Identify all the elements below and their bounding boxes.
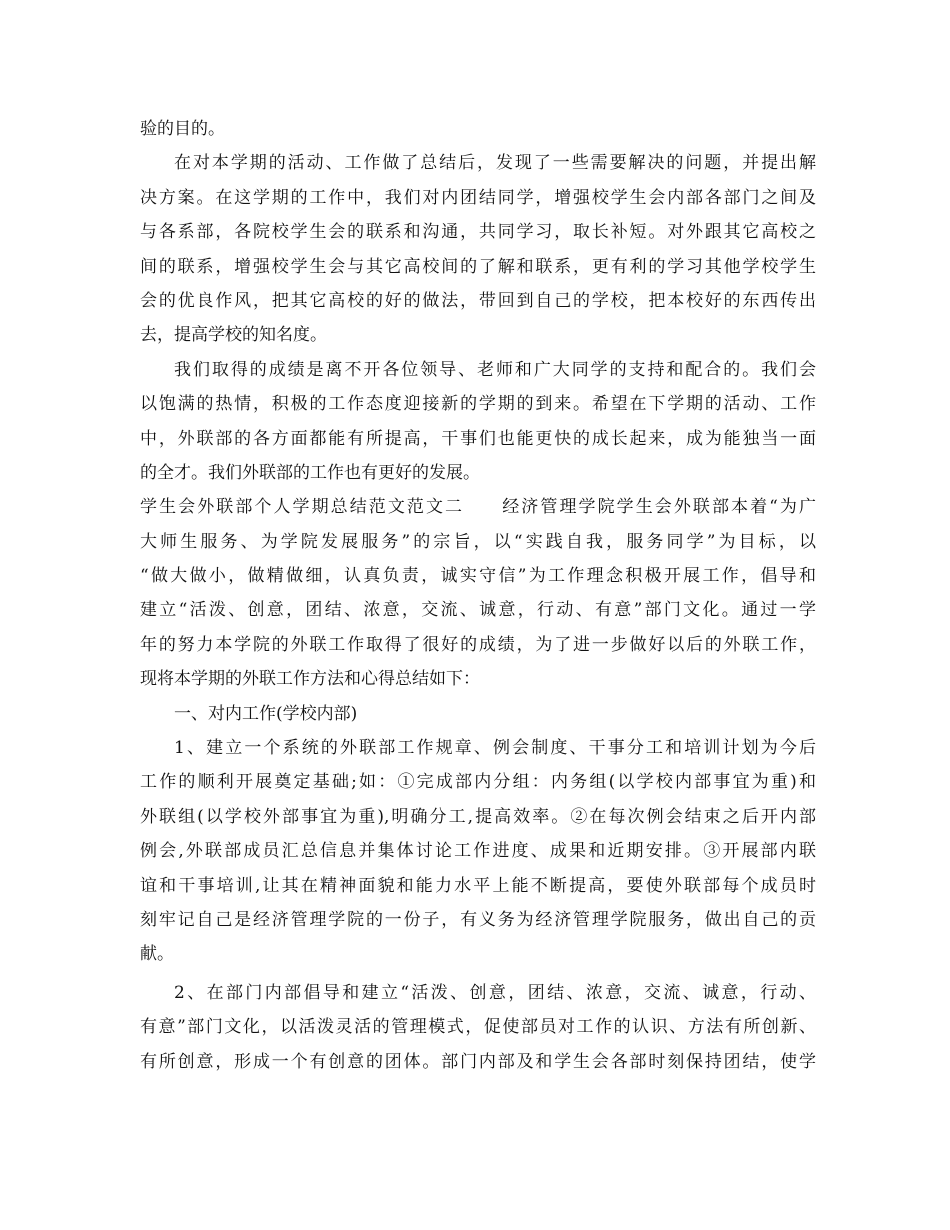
text-line: 会的优良作风，把其它高校的好的做法，带回到自己的学校，把本校好的东西传出 bbox=[140, 290, 816, 311]
text-line: 验的目的。 bbox=[140, 119, 225, 139]
text-line: 在对本学期的活动、工作做了总结后，发现了一些需要解决的问题，并提出解 bbox=[174, 153, 816, 174]
text-line: 谊和干事培训,让其在精神面貌和能力水平上能不断提高，要使外联部每个成员时 bbox=[140, 875, 816, 896]
document-body bbox=[140, 112, 816, 1079]
text-line: 的全才。我们外联部的工作也有更好的发展。 bbox=[140, 462, 480, 483]
text-line: 中，外联部的各方面都能有所提高，干事们也能更快的成长起来，成为能独当一面 bbox=[140, 428, 816, 449]
text-line: 大师生服务、为学院发展服务”的宗旨，以“实践自我，服务同学”为目标，以 bbox=[140, 531, 816, 552]
text-line: 有意”部门文化，以活泼灵活的管理模式，促使部员对工作的认识、方法有所创新、 bbox=[140, 1017, 816, 1038]
text-line: 刻牢记自己是经济管理学院的一份子，有义务为经济管理学院服务，做出自己的贡 bbox=[140, 909, 816, 930]
text-line: 现将本学期的外联工作方法和心得总结如下： bbox=[140, 669, 480, 690]
text-line: 1、建立一个系统的外联部工作规章、例会制度、干事分工和培训计划为今后 bbox=[174, 738, 816, 759]
text-line: 一、对内工作(学校内部) bbox=[174, 703, 358, 724]
text-line: 有所创意，形成一个有创意的团体。部门内部及和学生会各部时刻保持团结，使学 bbox=[140, 1051, 816, 1072]
text-line: 以饱满的热情，积极的工作态度迎接新的学期的到来。希望在下学期的活动、工作 bbox=[140, 394, 816, 415]
text-line: 年的努力本学院的外联工作取得了很好的成绩，为了进一步做好以后的外联工作， bbox=[140, 634, 816, 655]
text-line: 学生会外联部个人学期总结范文范文二 经济管理学院学生会外联部本着“为广 bbox=[140, 497, 816, 518]
text-line: 2、在部门内部倡导和建立“活泼、创意，团结、浓意，交流、诚意，行动、 bbox=[174, 982, 816, 1003]
text-line: 建立“活泼、创意，团结、浓意，交流、诚意，行动、有意”部门文化。通过一学 bbox=[140, 600, 816, 621]
text-line: 间的联系，增强校学生会与其它高校间的了解和联系，更有利的学习其他学校学生 bbox=[140, 256, 816, 277]
text-line: 与各系部，各院校学生会的联系和沟通，共同学习，取长补短。对外跟其它高校之 bbox=[140, 222, 816, 243]
text-line: 工作的顺利开展奠定基础;如：①完成部内分组：内务组(以学校内部事宜为重)和 bbox=[140, 772, 816, 793]
text-line: 决方案。在这学期的工作中，我们对内团结同学，增强校学生会内部各部门之间及 bbox=[140, 187, 816, 208]
text-line: 外联组(以学校外部事宜为重),明确分工,提高效率。②在每次例会结束之后开内部 bbox=[140, 806, 816, 827]
text-line: “做大做小，做精做细，认真负责，诚实守信”为工作理念积极开展工作，倡导和 bbox=[140, 566, 816, 587]
text-line: 我们取得的成绩是离不开各位领导、老师和广大同学的支持和配合的。我们会 bbox=[174, 359, 816, 380]
text-line: 去，提高学校的知名度。 bbox=[140, 325, 327, 346]
text-line: 例会,外联部成员汇总信息并集体讨论工作进度、成果和近期安排。③开展部内联 bbox=[140, 841, 816, 862]
text-line: 献。 bbox=[140, 944, 174, 965]
